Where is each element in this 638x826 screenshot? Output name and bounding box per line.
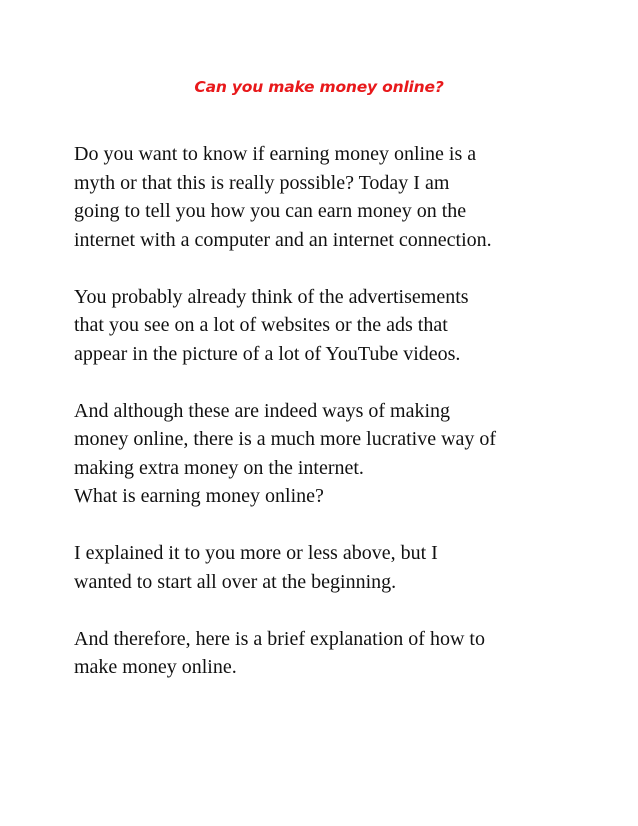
paragraph-line: I explained it to you more or less above, but I [74,542,438,564]
paragraph-line: money online, there is a much more lucrative way of [74,428,497,450]
paragraph-line: And although these are indeed ways of making [74,399,451,422]
section-heading: What is earning money online? [74,485,324,507]
document-body [74,140,574,682]
paragraph-line: Do you want to know if earning money online is a [74,143,477,165]
paragraph-line: going to tell you how you can earn money on the [74,200,467,222]
paragraph-line: And therefore, here is a brief explanation of how to [74,627,485,650]
paragraph-5 [74,625,574,682]
paragraph-line: that you see on a lot of websites or the ads that [74,314,448,336]
paragraph-line: You probably already think of the advertisements [74,285,469,308]
paragraph-line: internet with a computer and an internet connection. [74,228,492,251]
paragraph-line: wanted to start all over at the beginning. [74,570,397,593]
paragraph-3 [74,397,574,511]
paragraph-4 [74,539,574,596]
document-title: Can you make money online? [194,78,444,96]
paragraph-2 [74,283,574,369]
paragraph-line: making extra money on the internet. [74,456,364,479]
paragraph-line: make money online. [74,656,237,678]
paragraph-1 [74,140,574,254]
paragraph-line: myth or that this is really possible? Today I am [74,171,450,194]
paragraph-line: appear in the picture of a lot of YouTube videos. [74,342,461,365]
